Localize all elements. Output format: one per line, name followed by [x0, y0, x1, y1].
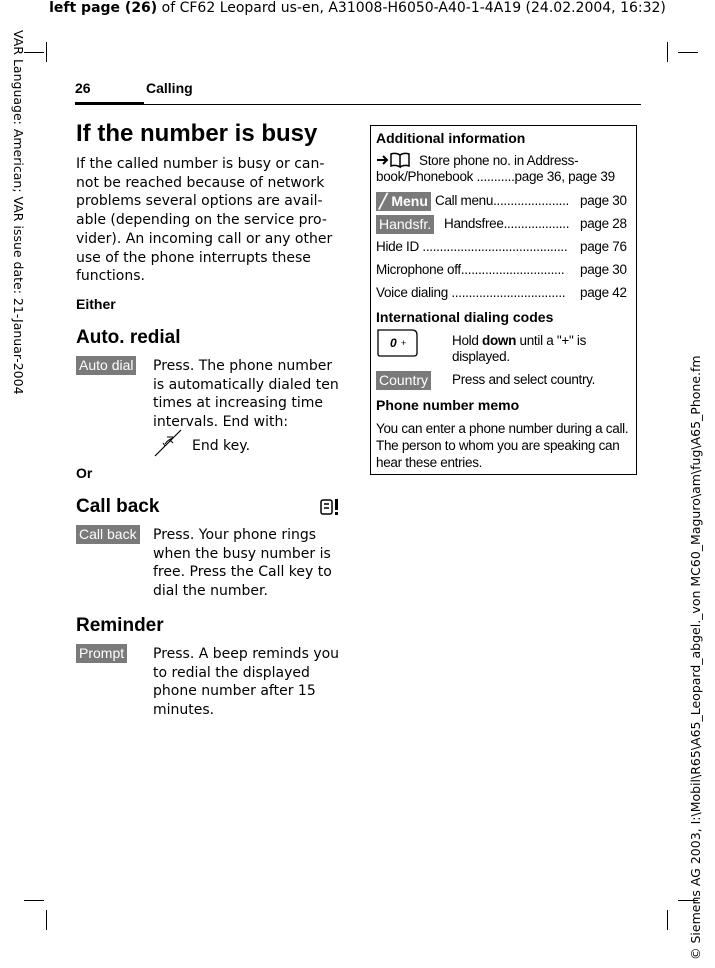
call-back-description: Press. Your phone rings when the busy number is free. Press the Call key to dial the number.: [153, 527, 332, 600]
handsfree-softkey: [376, 214, 434, 234]
print-header-page: left page (26): [49, 0, 158, 16]
additional-info-title: Additional information: [376, 130, 526, 146]
hide-id-label: Hide ID ..........................................: [376, 239, 568, 254]
crop-mark: [667, 42, 668, 62]
call-back-softkey: [76, 524, 140, 544]
handsfree-page: page 28: [580, 216, 627, 231]
page-title: If the number is busy: [76, 120, 318, 147]
reminder-heading: Reminder: [76, 615, 164, 636]
crop-mark: [678, 52, 698, 53]
memo-title: Phone number memo: [376, 397, 520, 413]
menu-softkey: [376, 191, 431, 211]
country-key: Country: [376, 371, 431, 390]
print-header: [0, 0, 715, 16]
call-back-heading: Call back: [76, 496, 160, 517]
call-menu-label: Call menu......................: [435, 193, 569, 208]
microphone-off-label: Microphone off..............................: [376, 262, 565, 277]
voice-dialing-label: Voice dialing .................................: [376, 285, 566, 300]
store-line-2: book/Phonebook ...........page 36, page 39: [376, 169, 615, 184]
microphone-off-page: page 30: [580, 262, 627, 277]
header-rule: [75, 104, 641, 105]
zero-key-icon: [376, 328, 420, 358]
section-title: Calling: [146, 80, 193, 96]
auto-redial-description: Press. The phone number is automatically dialed ten times at increasing time intervals. End with:: [153, 358, 339, 431]
intro-paragraph: If the called number is busy or can-not be reached because of network problems several options are avail-able (depending on the service pro-vider). An incoming call or any other use of the phone interrupts these functions.: [76, 156, 333, 285]
crop-mark: [46, 42, 47, 62]
print-header-rest: of CF62 Leopard us-en, A31008-H6050-A40-1-4A19 (24.02.2004, 16:32): [157, 0, 666, 16]
country-text: Press and select country.: [452, 372, 596, 387]
auto-redial-heading: Auto. redial: [76, 327, 181, 348]
crop-mark: [24, 52, 44, 53]
or-label: Or: [76, 465, 93, 481]
var-language-note: VAR Language: American; VAR issue date: 21-Januar-2004: [11, 30, 26, 395]
menu-key: ╱ Menu: [376, 192, 431, 211]
call-icon: ╱: [379, 193, 388, 209]
header-bar: [75, 102, 144, 105]
memo-text: You can enter a phone number during a call. The person to whom you are speaking can hear these entries.: [376, 421, 629, 470]
auto-dial-key-label: Auto dial: [76, 356, 136, 375]
crop-mark: [667, 910, 668, 930]
prompt-softkey: [76, 643, 127, 663]
crop-mark: [24, 900, 44, 901]
end-key-label: End key.: [192, 438, 251, 454]
reminder-description: Press. A beep reminds you to redial the displayed phone number after 15 minutes.: [153, 646, 340, 719]
hide-id-page: page 76: [580, 239, 627, 254]
page-number: 26: [75, 80, 91, 96]
handsfree-label: Handsfree...................: [444, 216, 570, 231]
either-label: Either: [76, 296, 116, 312]
store-line-1: Store phone no. in Address-: [419, 153, 579, 168]
svg-text:+: +: [401, 338, 407, 348]
svg-text:0: 0: [390, 336, 397, 350]
country-softkey: [376, 370, 431, 390]
crop-mark: [46, 910, 47, 930]
voice-dialing-page: page 42: [580, 285, 627, 300]
end-key-icon: [153, 428, 183, 458]
intl-codes-title: International dialing codes: [376, 309, 554, 325]
prompt-key-label: Prompt: [76, 644, 127, 663]
copyright-path-note: © Siemens AG 2003, I:\Mobil\R65\A65_Leopard_abgel._von MC60_Maguro\am\fug\A65_Phone.fm: [688, 355, 703, 960]
handsfree-key: Handsfr.: [376, 215, 434, 234]
call-back-key-label: Call back: [76, 525, 140, 544]
phonebook-icon: [376, 151, 412, 169]
network-dependent-icon: [320, 496, 342, 518]
call-menu-page: page 30: [580, 193, 627, 208]
hold-down-text: Hold down until a "+" is displayed.: [452, 333, 587, 364]
auto-dial-softkey: [76, 355, 136, 375]
